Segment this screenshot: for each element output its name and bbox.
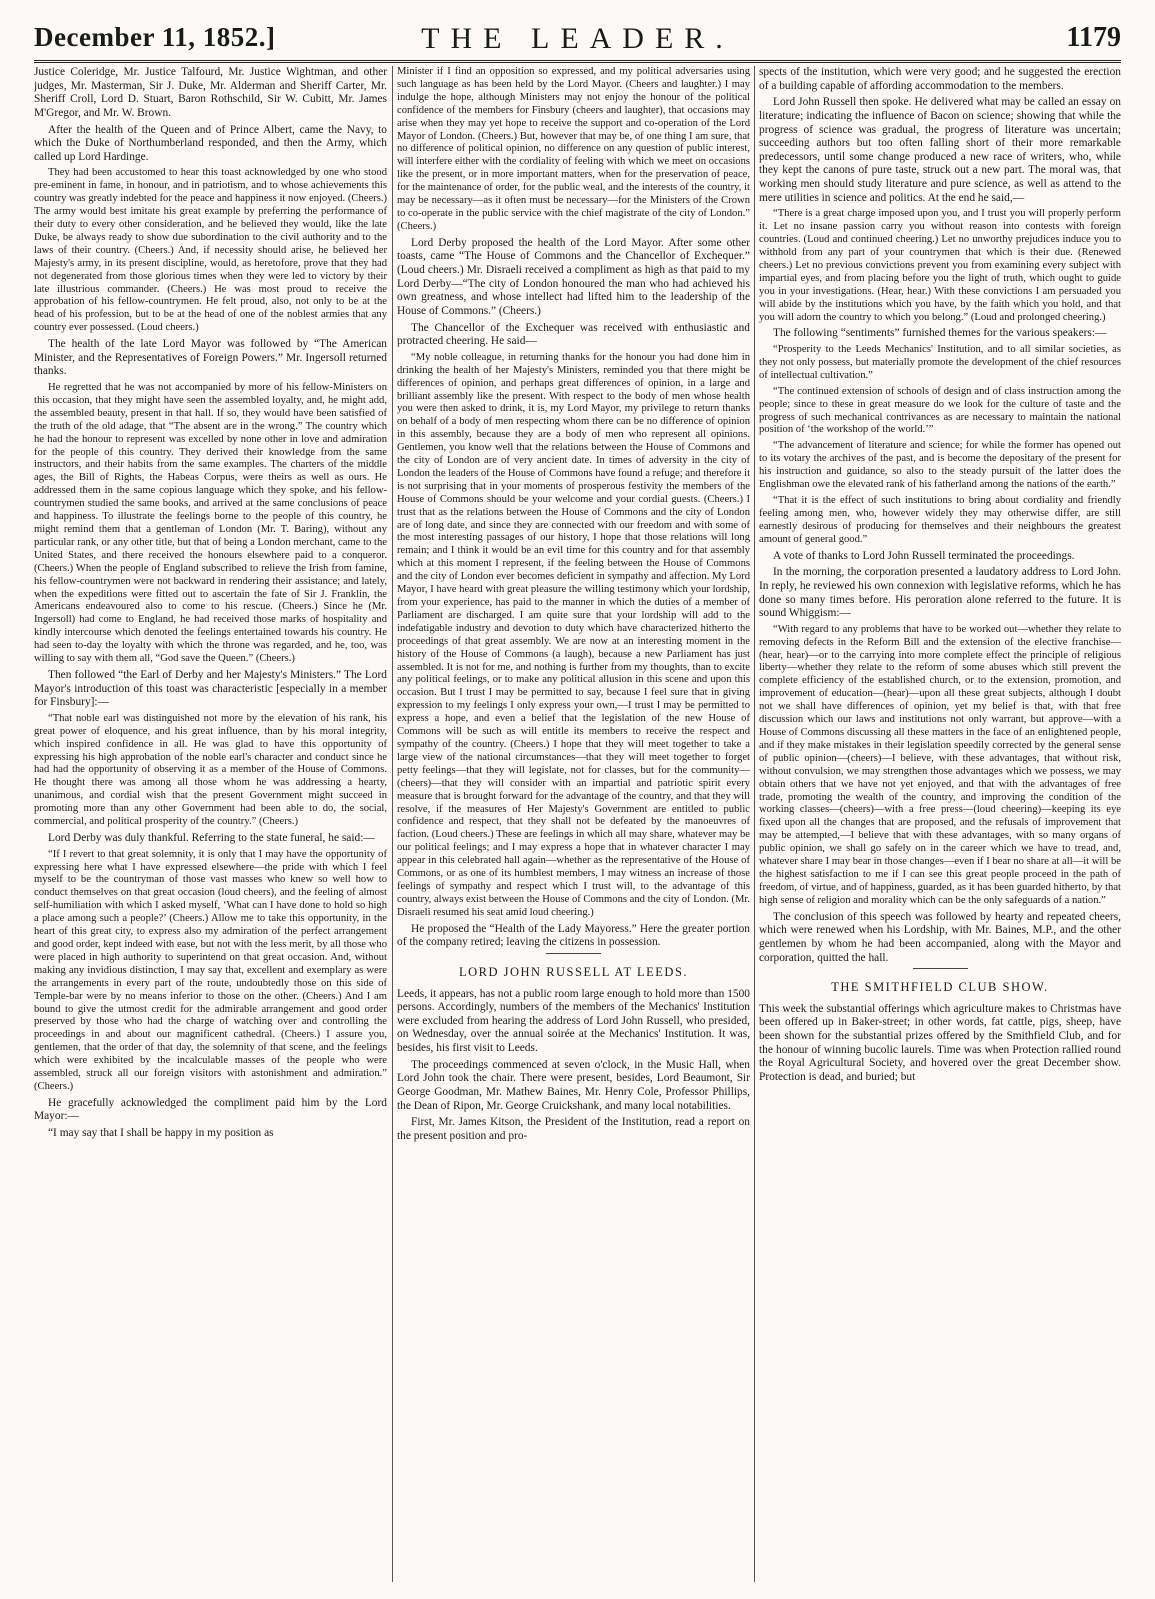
paragraph: In the morning, the corporation presented a laudatory address to Lord John. In reply, he reviewed his own connexion with legislative reforms, which he has done so many times before. His peroration alone referred to the future. It is sound Whiggism:— <box>759 566 1121 620</box>
paragraph: “My noble colleague, in returning thanks for the honour you had done him in drinking the health of her Majesty's Ministers, reminded you that there might be differences of opinion, and perhaps great differences of opinion, in a large and brilliant assembly like the present. With respect to the body of men whose health you were then asked to drink, it is, my Lord Mayor, my privilege to return thanks on behalf of a body of men respecting whom there can be no difference of opinion in this assembly, because they are a body of men who represent all opinions. Gentlemen, you know well that the relations between the House of Commons and the city of London are of very ancient date. In times of adversity in the city of London the leaders of the House of Commons have found a refuge; and therefore it is not surprising that in your moments of prosperous festivity the members of the House of Commons should be your welcome and your cordial guests. (Cheers.) I trust that as the relations between the House of Commons and the city of London are of long date, and since they are connected with our freedom and with some of the most interesting passages of our history, I hope that those relations will long remain; and I think it would be an evil time for this country and for that assembly which at this moment I represent, if the feeling between the House of Commons and the city of London ever becomes deficient in sympathy and affection. My Lord Mayor, I have heard with great pleasure the willing testimony which your lordship, from your experience, has paid to the manner in which the duties of a member of Parliament are discharged. I am quite sure that your lordship will add to the indefatigable industry and devotion to duty which have characterized hitherto the proceedings of that great assembly. We are now at an interesting moment in the history of the House of Commons (a laugh), because a new Parliament has just assembled. It is not for me, and nothing is further from my thoughts, than to excite any political feelings, or to make any political allusion in this scene and upon this occasion. But I trust I may be permitted to say, because I feel sure that in giving expression to my feelings I only express your own,—I trust I may be permitted to express a hope, and even a belief that the legislation of the new House of Commons will be such as will entitle its members to receive the respect and sympathy of the country. (Cheers.) I hope that they will meet together to take a large view of the national circumstances—that they will meet together to forget petty feelings—that they will legislate, not for classes, but for the community—(cheers)—that they will consider with an impartial and patriotic spirit every measure that is brought forward for the advantage of the country, and that they will resolve, if the measures of Her Majesty's Government are entitled to public confidence and respect, that they shall not be defeated by the manoeuvres of faction. (Loud cheers.) These are feelings in which all may share, whatever may be our political feelings; and I may express a hope that in whatever character I may appear in this celebrated hall again—whether as the representative of the House of Commons, or as one of its humblest members, I may witness an increase of those feelings of sympathy and respect which I trust will, to the advantage of this country, always exist between the House of Commons and the city of London. (Mr. Disraeli resumed his seat amid loud cheering.) <box>397 351 750 918</box>
paragraph: He regretted that he was not accompanied by more of his fellow-Ministers on this occasion, that they might have seen the assembled loyalty, and, he might add, the assembled beauty, present in that hall. If so, they would have been satisfied of the truth of the old adage, that “The absent are in the wrong.” The country which he had the honour to represent was excelled by none other in love and admiration for the people of this country. They derived their knowledge from the same instructors, and their habits from the same examples. The charters of the middle ages, the Bill of Rights, the Habeas Corpus, were theirs as well as ours. He addressed them in the same copious language which they spoke, and his fellow-countrymen studied the same books, and arrived at the same conclusions of peace and happiness. To illustrate the feelings borne to the people of this country, he might remind them that a gentleman of London (Mr. T. Baring), without any particular rank, or any other title, but that of being a London merchant, came to the United States, and there received the honours elsewhere paid to a conqueror. (Cheers.) When the people of England subscribed to relieve the Irish from famine, his fellow-countrymen were not backward in rendering their assistance; and lately, when the expeditions were fitted out to ascertain the fate of Sir J. Franklin, the Americans endeavoured also to come to his rescue. (Cheers.) Since he (Mr. Ingersoll) had come to England, he had received those marks of hospitality and kindly intercourse which denoted the feelings entertained towards his country. He had seen to-day the loyalty with which the throne was regarded, and he, too, was willing to say with them all, “God save the Queen.” (Cheers.) <box>34 382 387 665</box>
paragraph: Justice Coleridge, Mr. Justice Talfourd, Mr. Justice Wightman, and other judges, Mr. Masterman, Sir J. Duke, Mr. Alderman and Sheriff Carter, Mr. Sheriff Croll, Lord D. Stuart, Baron Rothschild, Sir W. Cubitt, Mr. James M'Gregor, and Mr. W. Brown. <box>34 66 387 119</box>
paragraph: Lord Derby was duly thankful. Referring to the state funeral, he said:— <box>48 832 375 844</box>
paragraph: The conclusion of this speech was followed by hearty and repeated cheers, which were renewed when his Lordship, with Mr. Baines, M.P., and the other gentlemen by whom he had been accompanied, along with the Mayor and corporation, quitted the hall. <box>759 910 1121 964</box>
paragraph: First, Mr. James Kitson, the President of the Institution, read a report on the present position and pro- <box>397 1116 750 1142</box>
section-divider <box>546 953 601 954</box>
masthead <box>34 20 1121 63</box>
paragraph: The proceedings commenced at seven o'clock, in the Music Hall, when Lord John took the chair. There were present, besides, Lord Beaumont, Sir George Goodman, Mr. Mathew Baines, Mr. Henry Cole, Professor Phillips, the Dean of Ripon, Mr. George Cruickshank, and many local notabilities. <box>397 1058 750 1112</box>
paragraph: “The advancement of literature and science; for while the former has opened out to its votary the archives of the past, and is become the depositary of the present for his instruction and guidance, so also to the steady pursuit of the latter does the Englishman owe the elevated rank of his fatherland among the nations of the earth.” <box>759 440 1121 491</box>
paragraph: The Chancellor of the Exchequer was received with enthusiastic and protracted cheering. He said— <box>397 321 750 348</box>
paragraph: “I may say that I shall be happy in my position as <box>48 1127 274 1140</box>
page-number: 1179 <box>1066 22 1121 53</box>
section-divider <box>913 968 968 969</box>
paragraph: The following “sentiments” furnished themes for the various speakers:— <box>773 327 1107 340</box>
paragraph: “Prosperity to the Leeds Mechanics' Institution, and to all similar societies, as they not only possess, but materially promote the development of the chief resources of intellectual cultivation.” <box>759 344 1121 381</box>
paragraph: Minister if I find an opposition so expressed, and my political adversaries using such language as has been held by the Lord Mayor. (Cheers and laughter.) I may indulge the hope, although Ministers may not enjoy the honour of the political confidence of the members for Finsbury (cheers and laughter), that occasions may arise when they may yet hope to receive the support and co-operation of the Lord Mayor of London. (Cheers.) But, however that may be, of one thing I am sure, that no difference of political opinion, no difference on any question of public interest, will interfere either with the cordiality of feeling with which we meet on occasions like the present, or in more important matters, when for the preservation of peace, for the maintenance of order, for the public weal, and the interests of the country, it may be necessary—as it often must be necessary—for the Ministers of the Crown to co-operate in the public service with the chief magistrate of the city of London.” (Cheers.) <box>397 66 750 232</box>
paragraph: “The continued extension of schools of design and of class instruction among the people; since to these in great measure do we look for the culture of taste and the progress of such mechanical contrivances as are necessary to maintain the national position of ‘the workshop of the world.’” <box>759 385 1121 436</box>
newspaper-title: THE LEADER. <box>421 22 734 55</box>
paragraph: Then followed “the Earl of Derby and her Majesty's Ministers.” The Lord Mayor's introduction of this toast was characteristic [especially in a member for Finsbury]:— <box>34 668 387 709</box>
paragraph: “With regard to any problems that have to be worked out—whether they relate to removing defects in the Reform Bill and the extension of the elective franchise—(hear, hear)—or to the carrying into more complete effect the principle of religious liberty—whether they relate to the reform of some abuses which still prevent the complete efficiency of the established church, or to the extension, promotion, and improvement of education—(hear)—upon all these great subjects, although I doubt not we shall have differences of opinion, yet my belief is that, with that free discussion which our laws and institutions not only warrant, but approve—with a House of Commons discussing all these matters in the face of an enlightened people, and if they make mistakes in their legislation speedily corrected by the general sense of public opinion—(cheers)—I believe, with these advantages, that without risk, without convulsion, we may strengthen those advantages which we possess, we may obtain others that we have not yet enjoyed, and that with the advantages of free trade, promoting the wealth of the country, and improving the condition of the working classes—(cheers)—with a free press—(loud cheering)—keeping its eye fixed upon all the changes that are proposed, and the refusals of improvement that may be attempted,—I believe that with these advantages, with so many organs of public opinion, we shall go safely on in the career which we have to tread, and, whatever share I may bear in those changes—even if I bear no share at all—it will be the highest satisfaction to me if I can see this great people proceed in the path of freedom, of virtue, and of happiness, guarded, as it has been guarded hitherto, by that high sense of religion and morality which can be the only safeguards of a nation.” <box>759 623 1121 906</box>
paragraph: Leeds, it appears, has not a public room large enough to hold more than 1500 persons. Accordingly, numbers of the members of the Mechanics' Institution were excluded from hearing the address of Lord John Russell, who presided, on Wednesday, over the annual soirée at the Mechanics' Institution. It was, besides, his first visit to Leeds. <box>397 987 750 1055</box>
column-3 <box>759 66 1121 1584</box>
paragraph: He proposed the “Health of the Lady Mayoress.” Here the greater portion of the company retired; leaving the citizens in possession. <box>397 922 750 949</box>
paragraph: This week the substantial offerings which agriculture makes to Christmas have been offered up in Baker-street; in other words, fat cattle, pigs, sheep, have been shown for the substantial prizes offered by the Smithfield Club, and for the honour of winning bucolic laurels. Time was when Protection rallied round the Royal Agricultural Society, and hovered over the great December show. Protection is dead, and buried; but <box>759 1002 1121 1083</box>
paragraph: “That it is the effect of such institutions to bring about cordiality and friendly feeling among men, who, however widely they may otherwise differ, are still earnestly desirous of producing for themselves and their neighbours the greatest amount of general good.” <box>759 495 1121 545</box>
paragraph: They had been accustomed to hear this toast acknowledged by one who stood pre-eminent in fame, in honour, and in patriotism, and to whose achievements this country was greatly indebted for the peace and happiness it now enjoyed. (Cheers.) The army would best imitate his great example by preferring the performance of their duty to every other consideration, and he believed they would, like the late Duke, be always ready to show due subordination to the civil authority and to the laws of their country. (Cheers.) And, if necessity should arise, he believed her Majesty's army, in its present discipline, would, as heretofore, prove that they had not degenerated from those glorious times when they were led to victory by their late illustrious commander. (Cheers.) He was most proud to receive the approbation of his fellow-countrymen. He felt proud, also, not only to be at the head of his profession, but to be at the head of one of the noblest armies that any country ever possessed. (Loud cheers.) <box>34 167 387 334</box>
column-divider <box>754 66 755 1582</box>
paragraph: After the health of the Queen and of Prince Albert, came the Navy, to which the Duke of Northumberland responded, and then the Army, which called up Lord Hardinge. <box>34 123 387 163</box>
column-2 <box>397 66 750 1584</box>
paragraph: spects of the institution, which were very good; and he suggested the erection of a building capable of affording accommodation to the members. <box>759 66 1121 92</box>
section-heading: LORD JOHN RUSSELL AT LEEDS. <box>458 964 689 979</box>
paragraph: Lord John Russell then spoke. He delivered what may be called an essay on literature; indicating the influence of Bacon on science; showing that while the progress of science was gradual, the progress of literature was uncertain; succeeding authors but too often falling short of their more remarkable predecessors, until some change produced a new race of writers, who, while they kept the canons of pure taste, struck out a new part. The moral was, that working men should study literature and pure science, as well as attend to the mere utilities in science and politics. At the end he said,— <box>759 96 1121 204</box>
section-heading: THE SMITHFIELD CLUB SHOW. <box>831 980 1049 995</box>
paragraph: The health of the late Lord Mayor was followed by “The American Minister, and the Representatives of Foreign Powers.” Mr. Ingersoll returned thanks. <box>34 338 387 378</box>
column-divider <box>392 66 393 1582</box>
paragraph: He gracefully acknowledged the compliment paid him by the Lord Mayor:— <box>34 1096 387 1123</box>
paragraph: “There is a great charge imposed upon you, and I trust you will properly perform it. Let no insane passion carry you without reason into contests with foreign countries. (Loud and continued cheering.) Let no unworthy prejudices induce you to withhold from any part of your countrymen that which is their due. (Renewed cheers.) Let no previous convictions prevent you from examining every subject with impartial eyes, and from placing before you the light of truth, which ought to guide you in your investigations. (Hear, hear.) With these convictions I am persuaded you will abide by the institutions which you have, by the faith which you hold, and that you will adorn the country to which you belong.” (Loud and prolonged cheering.) <box>759 208 1121 323</box>
paragraph: “That noble earl was distinguished not more by the elevation of his rank, his great power of eloquence, and his great influence, than by his moral integrity, which inspired confidence in all. He was glad to have this opportunity of expressing his high approbation of the noble earl's character and conduct since he had had the opportunity of observing it as a member of the House of Commons. He thought there was among all those whom he was addressing a hearty, unanimous, and cordial wish that the present Government might succeed in promoting more than any other Government had been able to do, the social, commercial, and political prosperity of the country.” (Cheers.) <box>34 712 387 828</box>
column-1 <box>34 66 387 1584</box>
issue-date: December 11, 1852.] <box>34 22 276 52</box>
paragraph: A vote of thanks to Lord John Russell terminated the proceedings. <box>773 549 1075 562</box>
paragraph: Lord Derby proposed the health of the Lord Mayor. After some other toasts, came “The House of Commons and the Chancellor of Exchequer.” (Loud cheers.) Mr. Disraeli received a compliment as high as that paid to my Lord Derby—“The city of London honoured the man who had achieved his own greatness, and whose intellect had lifted him to the leadership of the House of Commons.” (Cheers.) <box>397 236 750 317</box>
paragraph: “If I revert to that great solemnity, it is only that I may have the opportunity of expressing here what I have expressed elsewhere—the pride with which I feel myself to be the countryman of those vast masses who knew so well how to conduct themselves on that great occasion (loud cheers), and the feeling of almost self-humiliation with which I asked myself, ‘What can I have done to hold so high a place among such a people?’ (Cheers.) Allow me to take this opportunity, in the heart of this great city, to express also my admiration of the perfect arrangement and good order, kept indeed with ease, but not with the less merit, by all those who were placed in high authority to superintend on that great occasion. And, without making any invidious distinction, I may say that, excellent and exemplary as were the arrangements in every part of the route, undoubtedly those on this side of Temple-bar were by no means inferior to those on the other. (Cheers.) And I am bound to give the utmost credit for the admirable arrangement and good order preserved by those who had the charge of watching over and controlling the proceedings in and about our magnificent cathedral. (Cheers.) I assure you, gentlemen, that the order of that day, the solemnity of that scene, and the feelings which were exhibited by the incalculable masses of the people who were assembled, struck all our foreign visitors with astonishment and admiration.” (Cheers.) <box>34 848 387 1092</box>
